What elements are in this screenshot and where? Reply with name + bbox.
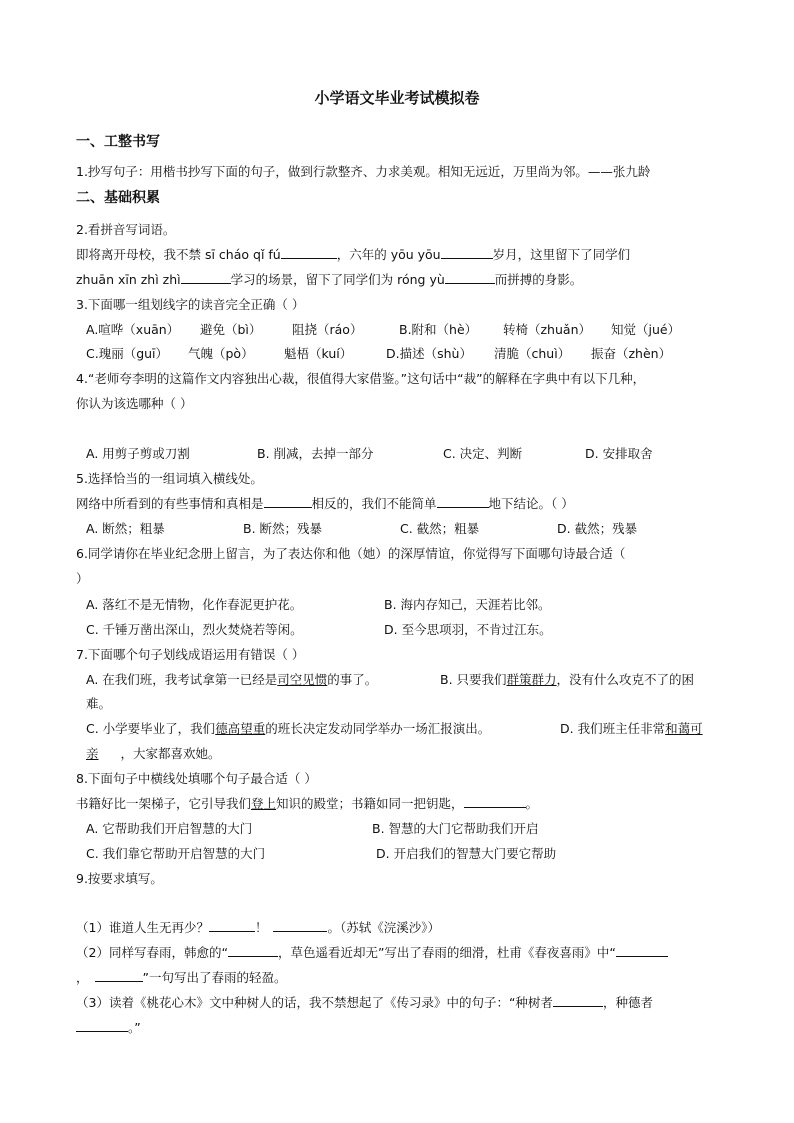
answer-blank[interactable]: [181, 271, 231, 284]
option-a1[interactable]: A.喧哗（xuān）: [86, 322, 180, 337]
answer-blank[interactable]: [553, 994, 603, 1007]
page-title: 小学语文毕业考试模拟卷: [314, 89, 480, 107]
answer-blank[interactable]: [209, 919, 255, 932]
question-8-line-1: 书籍好比一架梯子，它引导我们登上知识的殿堂；书籍如同一把钥匙， 。: [76, 796, 539, 811]
option-c[interactable]: C. 小学要毕业了，我们德高望重的班长决定发动同学举办一场汇报演出。: [86, 721, 491, 736]
question-4-line-2: 你认为该选哪种（ ）: [76, 396, 193, 411]
answer-blank[interactable]: [76, 1019, 128, 1032]
option-a[interactable]: A. 用剪子剪或刀割: [86, 446, 190, 461]
answer-blank[interactable]: [445, 271, 495, 284]
answer-blank[interactable]: [616, 944, 668, 957]
answer-blank[interactable]: [464, 795, 526, 808]
answer-blank[interactable]: [273, 919, 327, 932]
option-b[interactable]: B. 海内存知己，天涯若比邻。: [384, 597, 551, 612]
question-9-part-2: （2）同样写春雨，韩愈的“ ，草色遥看近却无”写出了春雨的细滑，杜甫《春夜喜雨》中“: [76, 944, 668, 962]
option-a2: 避免（bì）: [200, 322, 262, 337]
option-d-continued: 亲 ，大家都喜欢她。: [86, 746, 221, 761]
question-7-stem: 7.下面哪个句子划线成语运用有错误（ ）: [76, 647, 305, 662]
option-c[interactable]: C. 决定、判断: [443, 446, 523, 461]
question-4-line-1: 4.“老师夸李明的这篇作文内容独出心裁，很值得大家借鉴。”这句话中“裁”的解释在字典中有以下几种，: [76, 371, 646, 386]
option-b3: 知觉（jué）: [611, 322, 681, 337]
question-2-stem: 2.看拼音写词语。: [76, 222, 176, 237]
question-5-stem: 5.选择恰当的一组词填入横线处。: [76, 471, 263, 486]
option-b2: 转椅（zhuǎn）: [503, 322, 591, 337]
option-c[interactable]: C. 我们靠它帮助开启智慧的大门: [86, 846, 266, 861]
option-d[interactable]: D. 我们班主任非常和蔼可: [560, 721, 703, 736]
option-a[interactable]: A. 它帮助我们开启智慧的大门: [86, 821, 253, 836]
option-d[interactable]: D. 至今思项羽，不肯过江东。: [384, 622, 552, 637]
question-2-line-2: zhuān xīn zhì zhì 学习的场景，留下了同学们为 róng yù 而拼搏的身影。: [76, 272, 583, 287]
option-d3: 振奋（zhèn）: [591, 346, 672, 361]
question-9-part-2-continued: ， ”一句写出了春雨的轻盈。: [76, 970, 287, 985]
option-c3: 魁梧（kuí）: [284, 346, 353, 361]
option-a[interactable]: A. 在我们班，我考试拿第一已经是司空见惯的事了。: [86, 672, 378, 687]
option-c2: 气魄（pò）: [188, 346, 254, 361]
question-5-line-1: 网络中所看到的有些事情和真相是 相反的，我们不能简单 地下结论。（ ）: [76, 496, 574, 511]
option-d[interactable]: D. 安排取舍: [585, 446, 653, 461]
question-1: 1.抄写句子：用楷书抄写下面的句子，做到行款整齐、力求美观。相知无远近，万里尚为邻。——张九龄: [76, 164, 651, 179]
option-d1[interactable]: D.描述（shù）: [386, 346, 472, 361]
option-c[interactable]: C. 千锤万凿出深山，烈火焚烧若等闲。: [86, 622, 303, 637]
section-heading-writing: 一、工整书写: [76, 134, 160, 150]
option-a3: 阻挠（ráo）: [292, 322, 363, 337]
option-b[interactable]: B. 只要我们群策群力，没有什么攻克不了的困: [440, 672, 695, 687]
question-9-part-3: （3）读着《桃花心木》文中种树人的话，我不禁想起了《传习录》中的句子：“种树者 ，种德者: [76, 995, 653, 1010]
question-3-stem: 3.下面哪一组划线字的读音完全正确（ ）: [76, 297, 305, 312]
answer-blank[interactable]: [281, 246, 337, 259]
option-a[interactable]: A. 断然；粗暴: [86, 521, 165, 536]
question-2-line-1: 即将离开母校，我不禁 sī cháo qǐ fú ，六年的 yōu yōu 岁月，这里留下了同学们: [76, 247, 631, 262]
question-6-line-1: 6.同学请你在毕业纪念册上留言，为了表达你和他（她）的深厚情谊，你觉得写下面哪句诗最合适（: [76, 546, 626, 561]
question-6-line-2: ）: [76, 571, 89, 586]
option-c[interactable]: C. 截然；粗暴: [400, 521, 480, 536]
answer-blank[interactable]: [441, 246, 493, 259]
option-b1[interactable]: B.附和（hè）: [399, 322, 478, 337]
option-c1[interactable]: C.瑰丽（guī）: [86, 346, 169, 361]
section-heading-basics: 二、基础积累: [76, 190, 160, 206]
question-8-stem: 8.下面句子中横线处填哪个句子最合适（ ）: [76, 771, 317, 786]
option-b[interactable]: B. 断然；残暴: [243, 521, 323, 536]
answer-blank[interactable]: [228, 944, 278, 957]
option-d2: 清脆（chuì）: [494, 346, 571, 361]
option-b[interactable]: B. 削减，去掉一部分: [257, 446, 374, 461]
answer-blank[interactable]: [437, 495, 489, 508]
option-b[interactable]: B. 智慧的大门它帮助我们开启: [372, 821, 539, 836]
question-9-part-1: （1）谁道人生无再少？ ！ 。（苏轼《浣溪沙》）: [76, 920, 440, 935]
question-9-stem: 9.按要求填写。: [76, 871, 163, 886]
option-d[interactable]: D. 开启我们的智慧大门要它帮助: [376, 846, 557, 861]
answer-blank[interactable]: [264, 495, 312, 508]
question-9-part-3-continued: 。”: [76, 1019, 141, 1037]
option-b-continued: 难。: [86, 696, 112, 711]
option-d[interactable]: D. 截然；残暴: [557, 521, 638, 536]
answer-blank[interactable]: [95, 969, 143, 982]
option-a[interactable]: A. 落红不是无情物，化作春泥更护花。: [86, 597, 303, 612]
